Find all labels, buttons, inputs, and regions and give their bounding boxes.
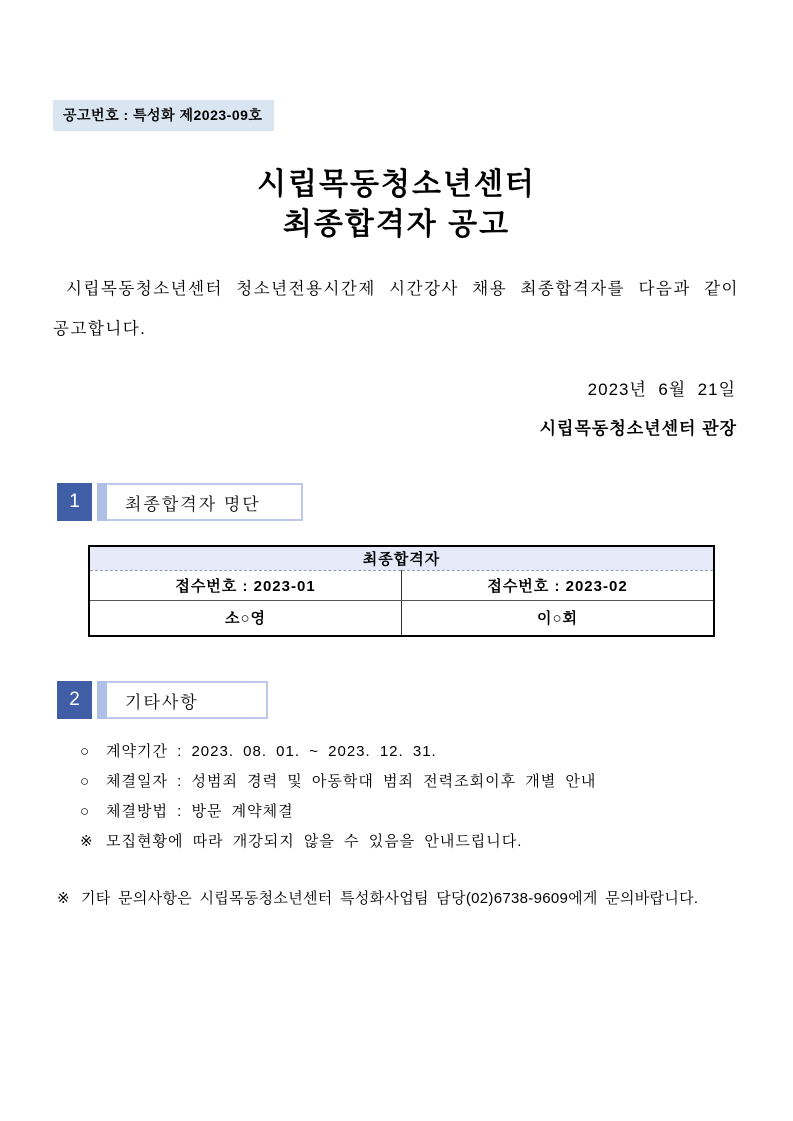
section-label-box (107, 681, 268, 719)
notice-number-box: 공고번호 : 특성화 제2023-09호 (53, 100, 274, 131)
receipt-number-cell-1: 접수번호 : 2023-01 (89, 570, 402, 600)
table-row-candidate-names (89, 600, 714, 636)
table-row-receipt-numbers (89, 570, 714, 600)
section-stripe (97, 681, 107, 719)
list-item-text: 체결일자 : 성범죄 경력 및 아동학대 범죄 전력조회이후 개별 안내 (106, 773, 597, 790)
contact-footnote (57, 887, 753, 911)
candidate-name-cell-2: 이○회 (536, 610, 579, 628)
signer-title: 시립목동청소년센터 관장 (539, 419, 737, 438)
list-item-text: 모집현황에 따라 개강되지 않을 수 있음을 안내드립니다. (106, 833, 523, 850)
section-label: 기타사항 (125, 692, 199, 712)
successful-candidates-table (88, 545, 715, 637)
title-line-2: 최종합격자 공고 (282, 208, 511, 241)
circle-bullet-icon: ○ (80, 803, 91, 820)
list-item (80, 797, 793, 827)
intro-paragraph: 시립목동청소년센터 청소년전용시간제 시간강사 채용 최종합격자를 다음과 같이 공고합니다. (53, 280, 753, 338)
section-label: 최종합격자 명단 (125, 494, 261, 514)
reference-mark-icon: ※ (80, 833, 94, 850)
circle-bullet-icon: ○ (80, 773, 91, 790)
section-stripe (97, 483, 107, 521)
section-label-box (107, 483, 303, 521)
document-title (0, 165, 793, 245)
reference-mark-icon: ※ (57, 890, 70, 907)
list-item-text: 체결방법 : 방문 계약체결 (106, 803, 294, 820)
title-line-1: 시립목동청소년센터 (257, 168, 536, 201)
list-item (80, 737, 793, 767)
section-header-1 (57, 483, 793, 521)
contact-footnote-text: 기타 문의사항은 시립목동청소년센터 특성화사업팀 담당(02)6738-9609에게 문의바랍니다. (81, 890, 699, 907)
section-number-badge: 1 (57, 483, 92, 521)
list-item (80, 767, 793, 797)
table-header-row (89, 546, 714, 570)
table-title-cell: 최종합격자 (89, 546, 714, 570)
announcement-date: 2023년 6월 21일 (587, 380, 736, 399)
candidate-name-cell-1: 소○영 (89, 600, 402, 636)
etc-item-list (80, 737, 793, 857)
receipt-number-cell-2: 접수번호 : 2023-02 (402, 570, 715, 600)
list-item-note (80, 827, 793, 857)
section-number-badge: 2 (57, 681, 92, 719)
section-header-2 (57, 681, 793, 719)
list-item-text: 계약기간 : 2023. 08. 01. ~ 2023. 12. 31. (106, 743, 437, 760)
circle-bullet-icon: ○ (80, 743, 91, 760)
